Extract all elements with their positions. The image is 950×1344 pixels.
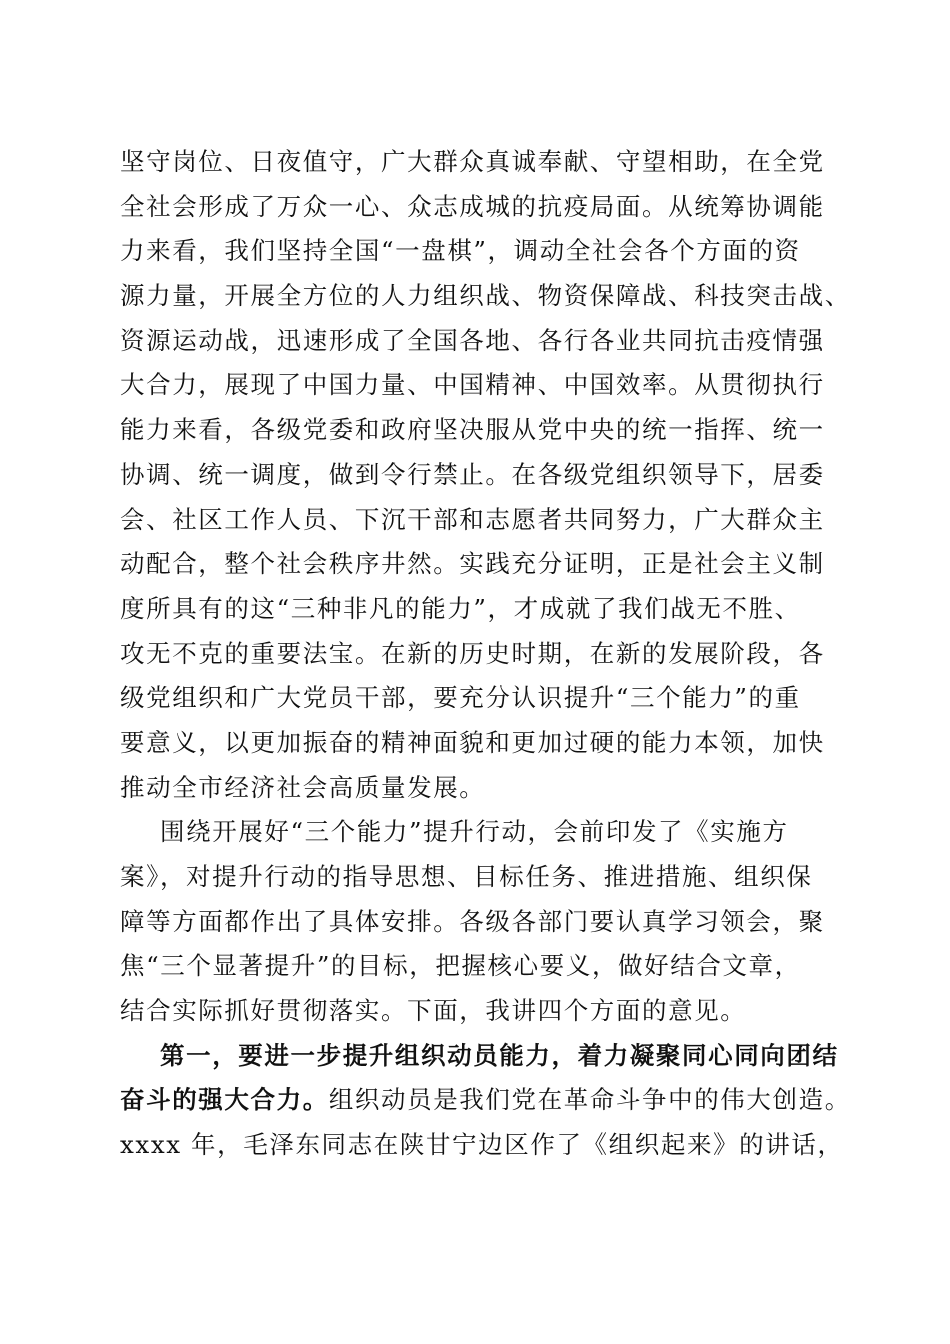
text-segment: 组织动员是我们党在革命斗争中的伟大创造。 <box>328 1085 851 1115</box>
text-line: 大合力，展现了中国力量、中国精神、中国效率。从贯彻执行 <box>120 370 825 400</box>
text-line: 力来看，我们坚持全国“一盘棋”，调动全社会各个方面的资 <box>120 236 801 266</box>
text-line: 结合实际抓好贯彻落实。下面，我讲四个方面的意见。 <box>120 996 747 1026</box>
text-line: 全社会形成了万众一心、众志成城的抗疫局面。从统筹协调能 <box>120 191 825 221</box>
text-line: 源力量，开展全方位的人力组织战、物资保障战、科技突击战、 <box>120 281 851 311</box>
body-text <box>120 140 851 1168</box>
text-line: 度所具有的这“三种非凡的能力”，才成就了我们战无不胜、 <box>120 593 801 623</box>
text-line: 推动全市经济社会高质量发展。 <box>120 772 486 802</box>
text-line: 能力来看，各级党委和政府坚决服从党中央的统一指挥、统一 <box>120 415 825 445</box>
text-line: 要意义，以更加振奋的精神面貌和更加过硬的能力本领，加快 <box>120 727 825 757</box>
text-line: 围绕开展好“三个能力”提升行动，会前印发了《实施方 <box>160 817 789 847</box>
text-line <box>120 1078 851 1123</box>
text-line: 会、社区工作人员、下沉干部和志愿者共同努力，广大群众主 <box>120 504 825 534</box>
text-line: 级党组织和广大党员干部，要充分认识提升“三个能力”的重 <box>120 683 801 713</box>
section-heading-end: 奋斗的强大合力。 <box>120 1085 329 1115</box>
text-line: 坚守岗位、日夜值守，广大群众真诚奉献、守望相助，在全党 <box>120 147 825 176</box>
text-line: 协调、统一调度，做到令行禁止。在各级党组织领导下，居委 <box>120 459 825 489</box>
text-line: 焦“三个显著提升”的目标，把握核心要义，做好结合文章， <box>120 951 801 981</box>
text-line: 资源运动战，迅速形成了全国各地、各行各业共同抗击疫情强 <box>120 325 825 355</box>
text-line: 障等方面都作出了具体安排。各级各部门要认真学习领会，聚 <box>120 906 825 936</box>
section-heading-line: 第一，要进一步提升组织动员能力，着力凝聚同心同向团结 <box>160 1040 839 1070</box>
text-line: 攻无不克的重要法宝。在新的历史时期，在新的发展阶段，各 <box>120 638 825 668</box>
text-line: xxxx 年，毛泽东同志在陕甘宁边区作了《组织起来》的讲话， <box>120 1130 844 1160</box>
text-line: 动配合，整个社会秩序井然。实践充分证明，正是社会主义制 <box>120 549 825 579</box>
text-line: 案》，对提升行动的指导思想、目标任务、推进措施、组织保 <box>120 862 813 891</box>
